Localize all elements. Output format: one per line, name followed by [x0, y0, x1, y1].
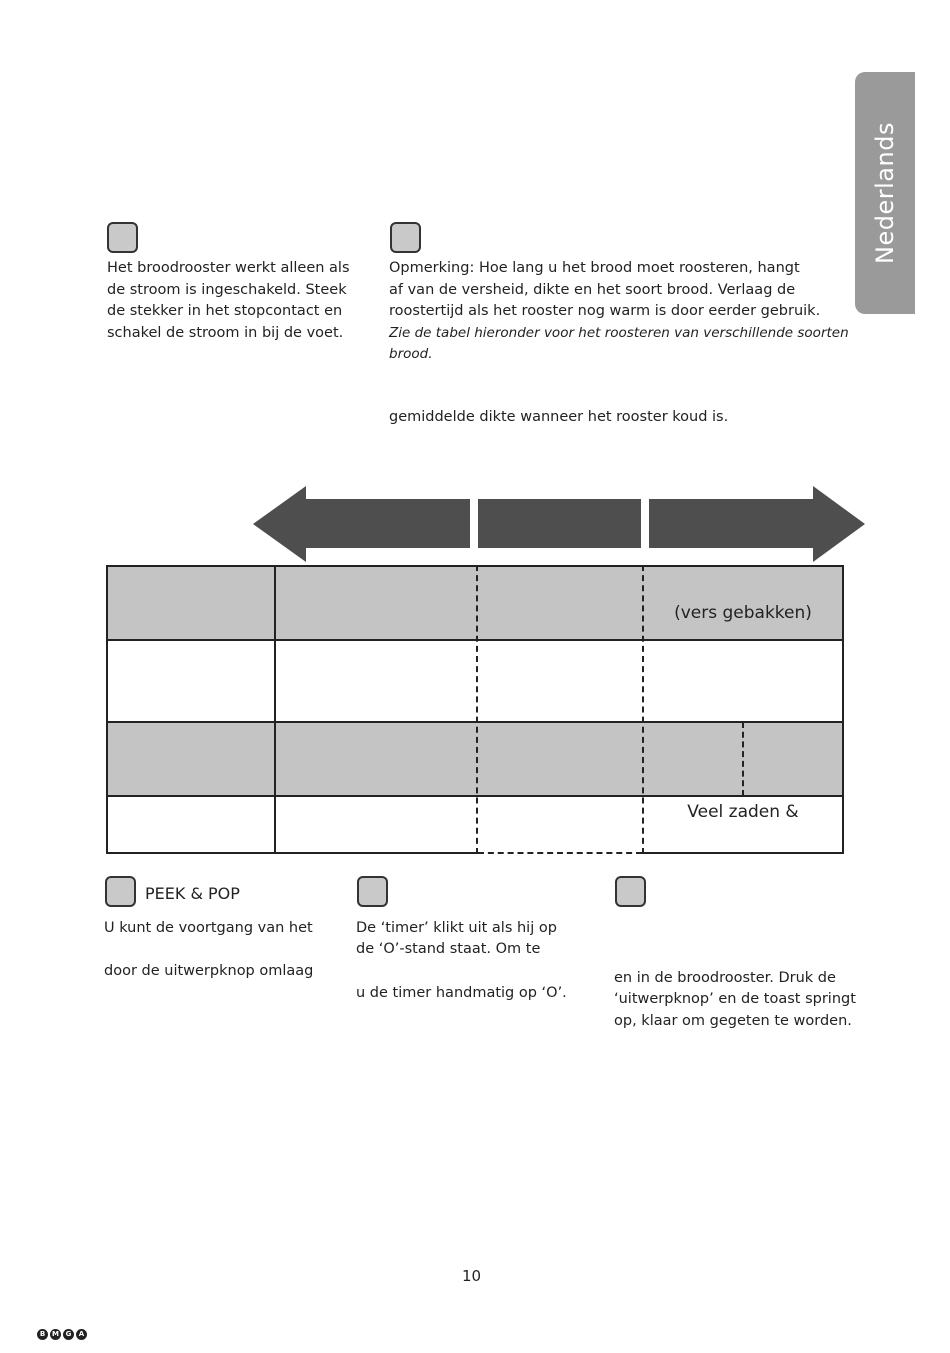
- step-1-line: schakel de stroom in bij de voet.: [107, 324, 344, 341]
- peek-pop-title: PEEK & POP: [145, 884, 240, 903]
- step-1-line: de stekker in het stopcontact en: [107, 303, 343, 319]
- step-2-box: [390, 222, 421, 253]
- brand-logo: [37, 1329, 87, 1340]
- step-peek-line: U kunt de voortgang van het: [104, 920, 313, 936]
- logo-letter: G: [63, 1329, 74, 1340]
- step-peek-box: [105, 876, 136, 907]
- step-timer-box: [357, 876, 388, 907]
- table-cell-fresh: (vers gebakken): [674, 603, 812, 623]
- step-2-extra: gemiddelde dikte wanneer het rooster koud is.: [389, 409, 729, 425]
- step-1-line: de stroom is ingeschakeld. Steek: [107, 281, 347, 298]
- language-tab: [855, 72, 915, 314]
- step-timer-line: De ‘timer’ klikt uit als hij op: [356, 920, 557, 936]
- step-1-box: [107, 222, 138, 253]
- logo-letter: M: [50, 1329, 61, 1340]
- logo-letter: B: [37, 1329, 48, 1340]
- step-eject-line: en in de broodrooster. Druk de: [614, 970, 836, 986]
- step-eject-box: [615, 876, 646, 907]
- arrow-left-segment: [253, 486, 470, 562]
- step-peek-line: door de uitwerpknop omlaag: [104, 963, 314, 979]
- toast-level-arrow: [250, 485, 868, 563]
- step-eject-line: ‘uitwerpknop’ en de toast springt: [614, 991, 856, 1007]
- step-2-italic-line: Zie de tabel hieronder voor het roosteren van verschillende soorten: [389, 324, 849, 341]
- logo-letter: A: [76, 1329, 87, 1340]
- step-2-line: Opmerking: Hoe lang u het brood moet roosteren, hangt: [389, 260, 800, 276]
- arrow-right-segment: [649, 486, 865, 562]
- step-2-italic-line: brood.: [389, 346, 433, 362]
- step-timer-line: de ‘O’-stand staat. Om te: [356, 941, 541, 957]
- step-1-text: [107, 258, 367, 344]
- step-1-line: Het broodrooster werkt alleen als: [107, 260, 350, 276]
- table-row-3: [106, 722, 844, 796]
- bread-table: [106, 565, 844, 854]
- step-2-line: af van de versheid, dikte en het soort brood. Verlaag de: [389, 281, 796, 298]
- table-cell-seeds: Veel zaden &: [687, 802, 799, 822]
- step-eject-line: op, klaar om gegeten te worden.: [614, 1013, 852, 1029]
- step-2-text: [389, 258, 849, 366]
- language-tab-label: Nederlands: [871, 122, 899, 264]
- step-2-line: roostertijd als het rooster nog warm is door eerder gebruik.: [389, 303, 821, 319]
- step-timer-line: u de timer handmatig op ‘O’.: [356, 985, 567, 1001]
- page-number: 10: [462, 1267, 482, 1285]
- arrow-middle-segment: [478, 499, 641, 548]
